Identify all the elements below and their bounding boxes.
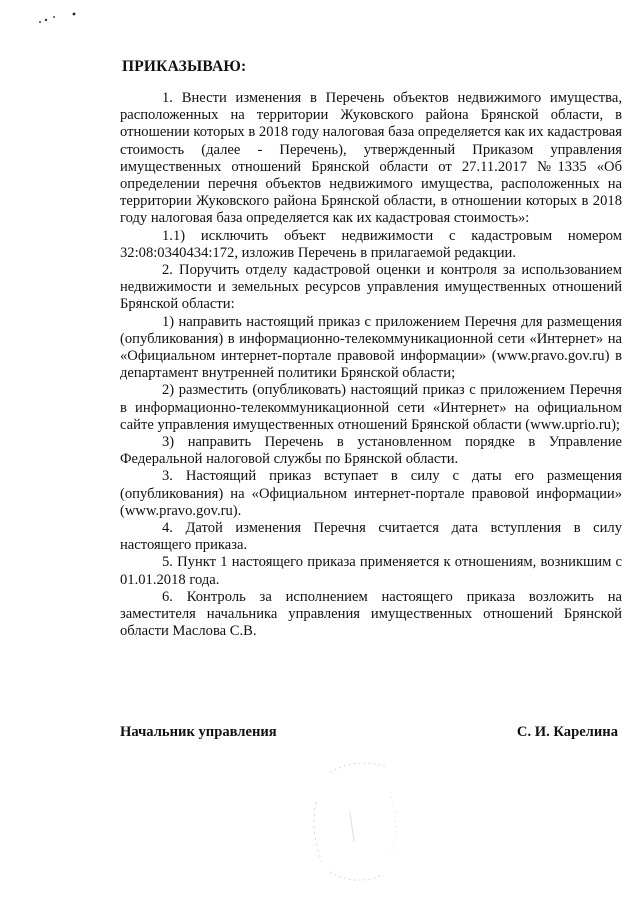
- paragraph-3: 3. Настоящий приказ вступает в силу с даты его размещения (опубликования) на «Официальном интернет-портале правовой информации» (www.pravo.gov.ru).: [120, 468, 622, 519]
- paragraph-2-3: 3) направить Перечень в установленном порядке в Управление Федеральной налоговой службы по Брянской области.: [120, 434, 622, 468]
- paragraph-5: 5. Пункт 1 настоящего приказа применяется к отношениям, возникшим с 01.01.2018 года.: [120, 554, 622, 588]
- signature-position: Начальник управления: [120, 724, 277, 740]
- paragraph-1: 1. Внести изменения в Перечень объектов недвижимого имущества, расположенных на территории Жуковского района Брянской области, в отношении которых в 2018 году налоговая база определяется как их кадастровая стоимость (далее - Перечень), утвержденный Приказом управления имущественных отношений Брянской области от 27.11.2017 №1335 «Об определении перечня объектов недвижимого имущества, расположенных на территории Жуковского района Брянской области, в отношении которых в 2018 году налоговая база определяется как их кадастровая стоимость»:: [120, 90, 622, 227]
- faint-stamp-mark: [300, 752, 410, 892]
- heading-order: ПРИКАЗЫВАЮ:: [122, 58, 247, 75]
- paragraph-1-1: 1.1) исключить объект недвижимости с кадастровым номером 32:08:0340434:172, изложив Перечень в прилагаемой редакции.: [120, 227, 622, 261]
- paragraph-2-2: 2) разместить (опубликовать) настоящий приказ с приложением Перечня в информационно-телекоммуникационной сети «Интернет» на официальном сайте управления имущественных отношений Брянской области (www.uprio.ru);: [120, 382, 622, 433]
- order-body: [120, 90, 622, 641]
- paragraph-6: 6. Контроль за исполнением настоящего приказа возложить на заместителя начальника управления имущественных отношений Брянской области Маслова С.В.: [120, 588, 622, 640]
- signature-name: С. И. Карелина: [516, 724, 618, 740]
- paragraph-4: 4. Датой изменения Перечня считается дата вступления в силу настоящего приказа.: [120, 520, 622, 554]
- paragraph-2-1: 1) направить настоящий приказ с приложением Перечня для размещения (опубликования) в информационно-телекоммуникационной сети «Интернет» на «Официальном интернет-портале правовой информации» (www.pravo.gov.ru) в департамент внутренней политики Брянской области;: [120, 313, 622, 382]
- paragraph-2: 2. Поручить отделу кадастровой оценки и контроля за использованием недвижимости и земельных ресурсов управления имущественных отношений Брянской области:: [120, 262, 622, 313]
- scan-specks: [34, 8, 94, 28]
